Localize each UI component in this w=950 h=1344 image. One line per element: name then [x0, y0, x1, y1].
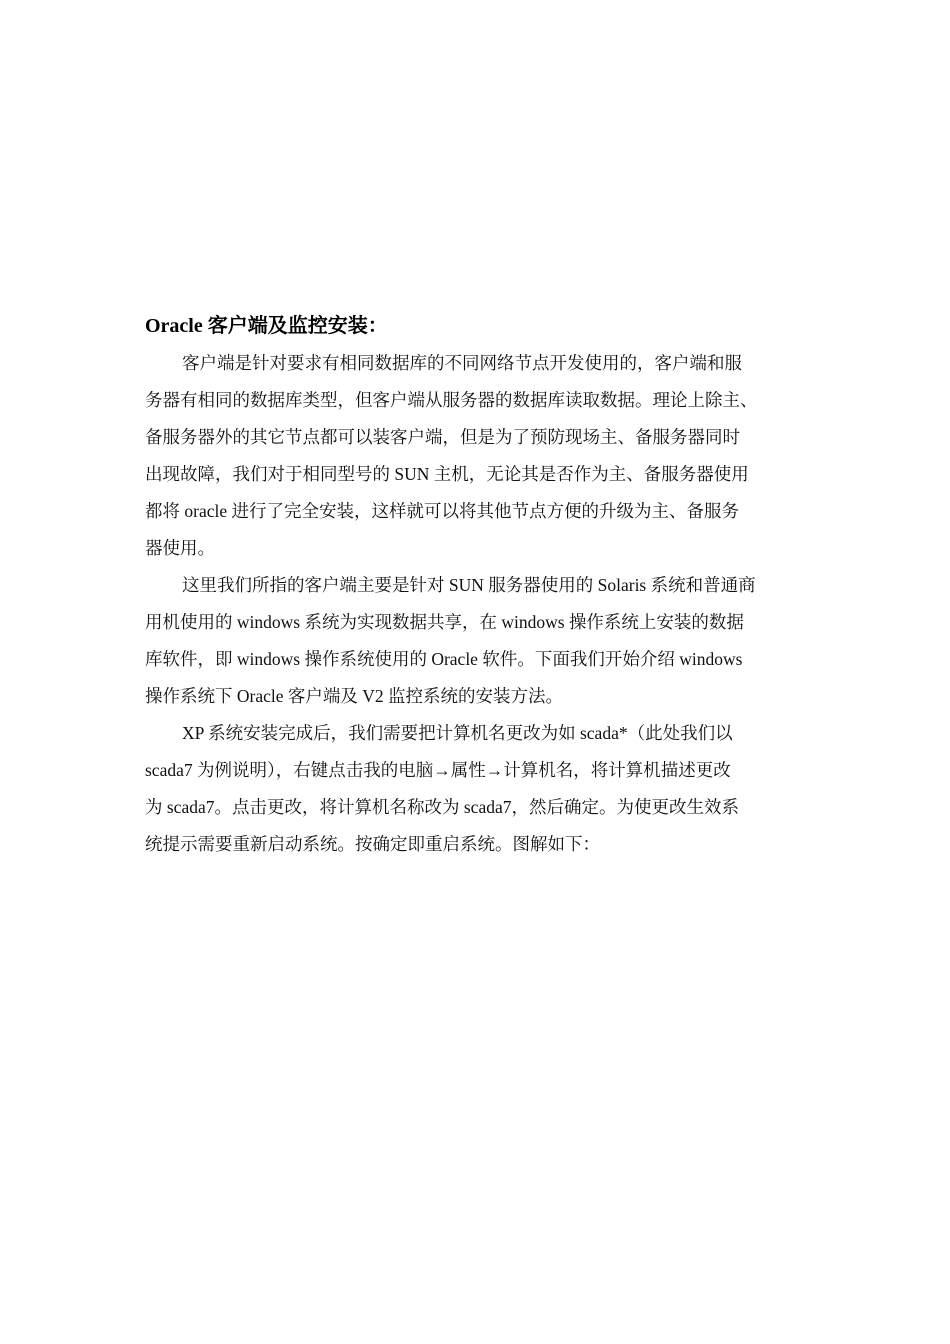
paragraph-line: 操作系统下 Oracle 客户端及 V2 监控系统的安装方法。 [145, 686, 564, 706]
paragraph-line: 出现故障，我们对于相同型号的 SUN 主机，无论其是否作为主、备服务器使用 [145, 464, 749, 484]
paragraph-client-intro [145, 345, 810, 567]
paragraph-line: 都将 oracle 进行了完全安装，这样就可以将其他节点方便的升级为主、备服务 [145, 501, 739, 521]
paragraph-line: 备服务器外的其它节点都可以装客户端，但是为了预防现场主、备服务器同时 [145, 427, 740, 447]
paragraph-line: 为 scada7。点击更改，将计算机名称改为 scada7，然后确定。为使更改生效系 [145, 797, 739, 817]
section-heading: Oracle 客户端及监控安装： [145, 315, 388, 337]
paragraph-line: 务器有相同的数据库类型，但客户端从服务器的数据库读取数据。理论上除主、 [145, 390, 758, 410]
paragraph-line: 用机使用的 windows 系统为实现数据共享，在 windows 操作系统上安装的数据 [145, 612, 744, 632]
paragraph-line: XP 系统安装完成后，我们需要把计算机名更改为如 scada*（此处我们以 [182, 723, 733, 743]
paragraph-line: 库软件，即 windows 操作系统使用的 Oracle 软件。下面我们开始介绍 windows [145, 649, 743, 669]
paragraph-line: 器使用。 [145, 538, 215, 558]
paragraph-line: 这里我们所指的客户端主要是针对 SUN 服务器使用的 Solaris 系统和普通商 [182, 575, 756, 595]
document-content [145, 309, 810, 863]
paragraph-client-scope [145, 567, 810, 715]
paragraph-line: scada7 为例说明），右键点击我的电脑→属性→计算机名，将计算机描述更改 [145, 760, 731, 780]
paragraph-line: 统提示需要重新启动系统。按确定即重启系统。图解如下： [145, 834, 600, 854]
paragraph-xp-setup [145, 715, 810, 863]
paragraph-line: 客户端是针对要求有相同数据库的不同网络节点开发使用的，客户端和服 [182, 353, 742, 373]
